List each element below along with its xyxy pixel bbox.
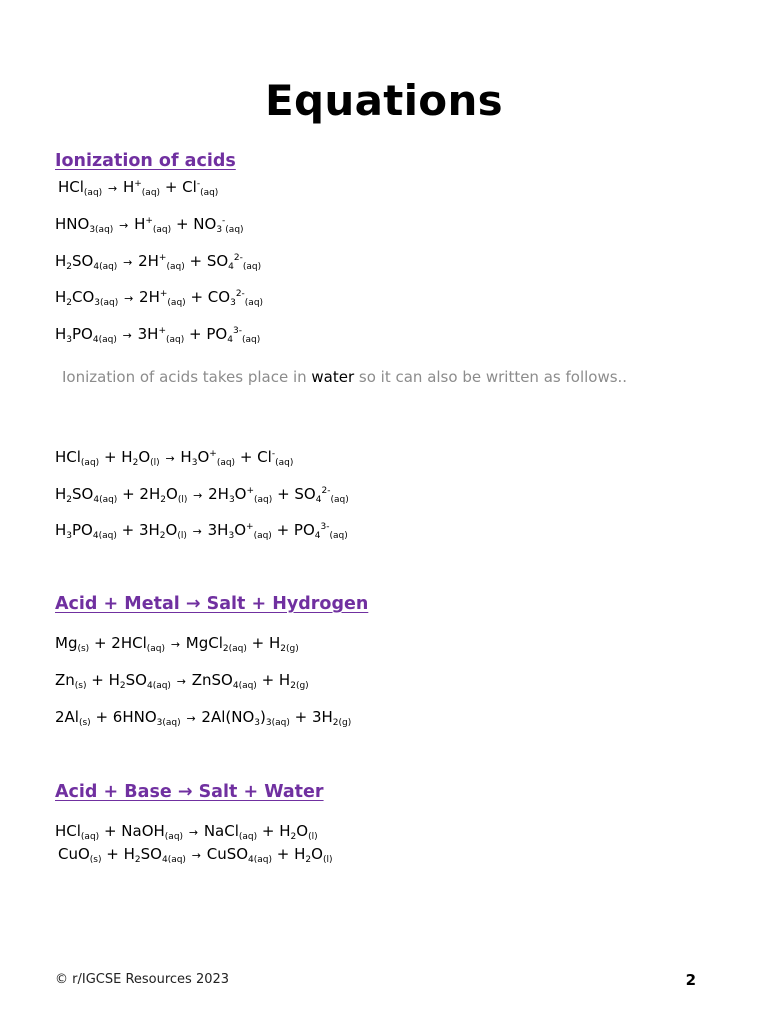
section-heading-acid-metal: Acid + Metal → Salt + Hydrogen — [55, 594, 369, 614]
equation-ionization-5: $H_3PO_{4(aq)} \to 3H^+_{(aq)} + PO_4^{3-}_{(aq)}$ — [55, 325, 261, 345]
equation-hydronium-3: $H_3PO_{4(aq)} + 3H_2O_{(l)} \to 3H_3O^+_{(aq)} + PO_4^{3-}_{(aq)}$ — [55, 521, 348, 541]
section-heading-acid-base: Acid + Base → Salt + Water — [55, 782, 324, 802]
equation-hydronium-1: $HCl_{(aq)} + H_2O_{(l)} \to H_3O^+_{(aq)} + Cl^-_{(aq)}$ — [55, 448, 294, 468]
ionization-note — [62, 366, 662, 388]
equation-ionization-4: $H_2CO_{3(aq)} \to 2H^+_{(aq)} + CO_3^{2-}_{(aq)}$ — [55, 288, 264, 308]
page-title: Equations — [265, 76, 503, 125]
equation-metal-2: $Zn_{(s)} + H_2SO_{4(aq)}$ → ZnSO$_{4(aq)}$ + $H_{2(g)}$ — [55, 671, 309, 691]
page-number: 2 — [685, 971, 696, 989]
equation-metal-3: $2Al_{(s)} + 6HNO_{3(aq)} \to 2Al(NO_3)_{3(aq)} + 3H_{2(g)}$ — [55, 708, 352, 728]
note-highlight-water: water — [311, 368, 355, 386]
equation-base-2: $CuO_{(s)} + H_2SO_{4(aq)}$ → CuSO$_{4(aq)}$ + $H_2O_{(l)}$ — [58, 845, 333, 865]
equation-metal-1: $Mg_{(s)} + 2HCl_{(aq)}$ → MgCl$_{2(aq)}$ + $H_{2(g)}$ — [55, 634, 299, 654]
section-heading-ionization: Ionization of acids — [55, 151, 236, 171]
equation-ionization-3: $H_2SO_{4(aq)} \to 2H^+_{(aq)} + SO_4^{2-}_{(aq)}$ — [55, 252, 262, 272]
equation-hydronium-2: $H_2SO_{4(aq)} + 2H_2O_{(l)} \to 2H_3O^+_{(aq)} + SO_4^{2-}_{(aq)}$ — [55, 485, 349, 505]
equation-ionization-1: $HCl_{(aq)} \to H^+_{(aq)} + Cl^-_{(aq)}$ — [58, 178, 219, 198]
footer-copyright: © r/IGCSE Resources 2023 — [55, 972, 230, 987]
equation-ionization-2: $HNO_{3(aq)} \to H^+_{(aq)} + NO_3^-_{(aq)}$ — [55, 215, 244, 235]
note-text-after: so it can also be written as follows.. — [354, 368, 628, 386]
note-text-before: Ionization of acids takes place in — [62, 368, 312, 386]
equation-base-1: HCl$_{(aq)}$ + NaOH$_{(aq)}$ → NaCl$_{(aq)}$ + $H_2O_{(l)}$ — [55, 822, 318, 842]
